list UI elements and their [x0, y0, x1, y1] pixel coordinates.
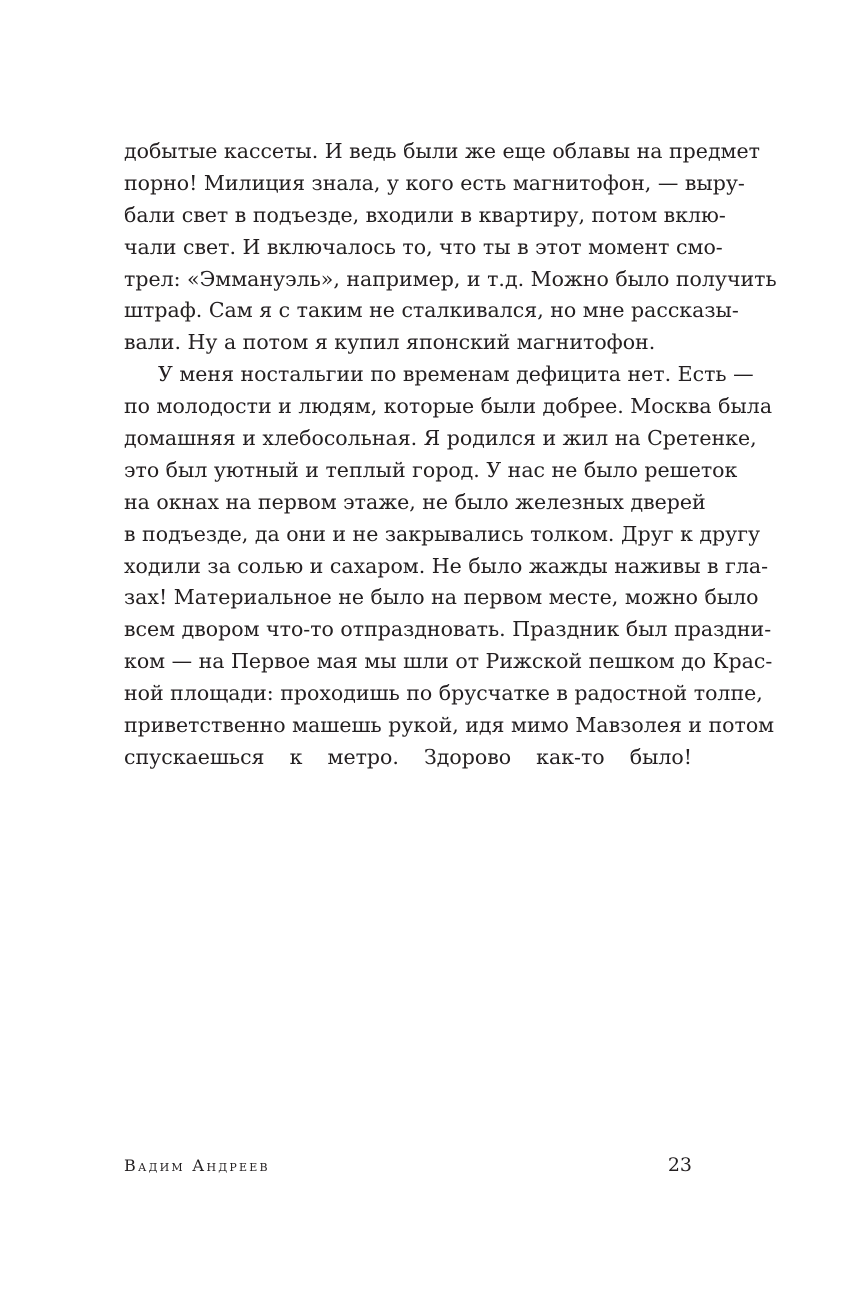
- paragraph-1: [124, 136, 777, 359]
- text-line: добытые кассеты. И ведь были же еще облавы на предмет: [124, 139, 760, 163]
- text-line: ходили за солью и сахаром. Не было жажды наживы в гла-: [124, 553, 768, 578]
- text-line: это был уютный и теплый город. У нас не было решеток: [124, 457, 738, 482]
- text-line: домашняя и хлебосольная. Я родился и жил на Сретенке,: [124, 426, 757, 451]
- text-line: порно! Милиция знала, у кого есть магнитофон, — выру-: [124, 170, 745, 195]
- text-line: бали свет в подъезде, входили в квартиру, потом вклю-: [124, 202, 726, 227]
- running-footer-author: Вадим Андреев: [124, 1156, 270, 1175]
- text-line: спускаешься к метро. Здорово как-то было!: [124, 744, 692, 769]
- text-line: всем двором что-то отпраздновать. Праздник был праздни-: [124, 617, 772, 642]
- text-line: чали свет. И включалось то, что ты в этот момент смо-: [124, 234, 723, 259]
- text-line: зах! Материальное не было на первом месте, можно было: [124, 585, 759, 610]
- text-line: штраф. Сам я с таким не сталкивался, но мне рассказы-: [124, 298, 739, 323]
- page-number: 23: [667, 1154, 692, 1176]
- text-line: [124, 774, 692, 806]
- text-line: ком — на Первое мая мы шли от Рижской пешком до Крас-: [124, 649, 773, 674]
- body-text: [124, 136, 777, 806]
- paragraph-2: [124, 359, 775, 805]
- text-line: по молодости и людям, которые были добрее. Москва была: [124, 394, 773, 419]
- text-line: в подъезде, да они и не закрывались толком. Друг к другу: [124, 521, 761, 546]
- text-line: трел: «Эммануэль», например, и т.д. Можно было получить: [124, 266, 777, 291]
- text-line: приветственно машешь рукой, идя мимо Мавзолея и потом: [124, 713, 775, 738]
- text-line: на окнах на первом этаже, не было железных дверей: [124, 489, 706, 514]
- text-line: У меня ностальгии по временам дефицита нет. Есть —: [158, 362, 754, 387]
- text-line: вали. Ну а потом я купил японский магнитофон.: [124, 330, 656, 355]
- text-line: ной площади: проходишь по брусчатке в радостной толпе,: [124, 681, 763, 706]
